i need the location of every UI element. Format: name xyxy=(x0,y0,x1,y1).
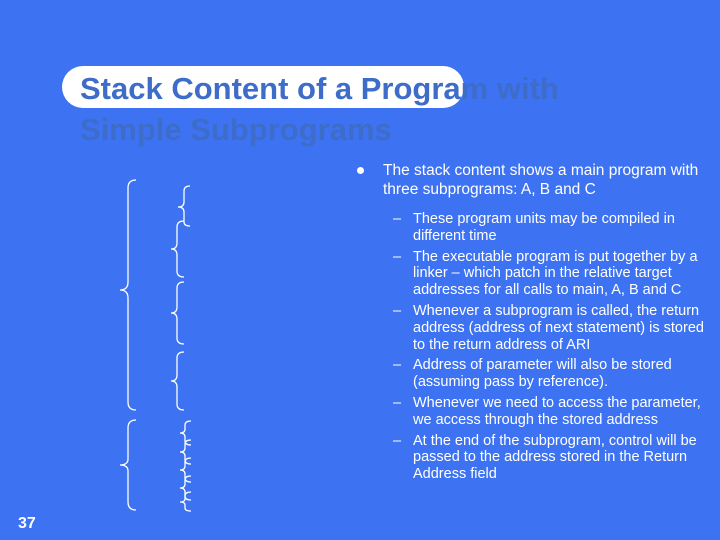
main-bullet-text: The stack content shows a main program with three subprograms: A, B and C xyxy=(383,162,699,198)
sub-bullet-text: At the end of the subprogram, control will be passed to the address stored in the Return Address field xyxy=(413,432,697,483)
dash-icon: – xyxy=(393,211,402,227)
small-brace-5 xyxy=(180,492,191,511)
dash-icon: – xyxy=(393,248,402,265)
sub-bullet-text: Address of parameter will also be stored (assuming pass by reference). xyxy=(413,357,672,391)
inner-brace-3 xyxy=(171,282,184,344)
sub-bullet-6 xyxy=(383,433,718,483)
slide-title-line-1: Stack Content of a Program with xyxy=(80,71,559,106)
dash-icon: – xyxy=(393,302,402,319)
dash-icon: – xyxy=(393,432,402,449)
slide-number: 37 xyxy=(18,515,36,532)
outer-brace-code xyxy=(120,180,136,410)
bullet-dot-icon xyxy=(357,167,364,174)
main-bullet xyxy=(383,161,718,199)
sub-bullet-text: The executable program is put together by a linker – which patch in the relative target addresses for all calls to main, A, B and C xyxy=(413,248,698,299)
dash-icon: – xyxy=(393,394,402,411)
slide-title-line-2: Simple Subprograms xyxy=(80,112,392,147)
inner-brace-2 xyxy=(171,221,184,277)
slide-body xyxy=(383,161,718,487)
sub-bullet-3 xyxy=(383,303,718,353)
sub-bullet-text: These program units may be compiled in different time xyxy=(413,211,675,244)
outer-brace-data xyxy=(120,420,136,510)
sub-bullet-text: Whenever a subprogram is called, the return address (address of next statement) is stored to the return address of ARI xyxy=(413,302,704,353)
sub-bullet-list xyxy=(383,211,718,483)
dash-icon: – xyxy=(393,357,402,374)
sub-bullet-1 xyxy=(383,211,718,245)
sub-bullet-5 xyxy=(383,395,718,429)
sub-bullet-2 xyxy=(383,249,718,299)
sub-bullet-4 xyxy=(383,357,718,391)
inner-brace-4 xyxy=(171,352,184,410)
inner-brace-1 xyxy=(178,186,190,226)
sub-bullet-text: Whenever we need to access the parameter, we access through the stored address xyxy=(413,394,701,428)
